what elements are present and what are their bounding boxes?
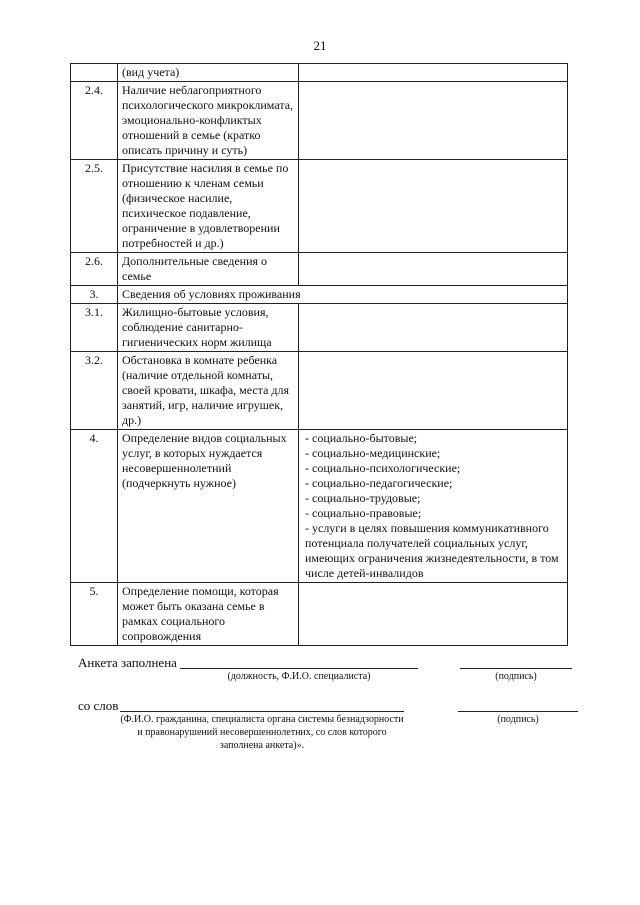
filled-label: Анкета заполнена [78, 655, 177, 670]
row-description: Определение помощи, которая может быть оказана семье в рамках социального сопровождения [118, 583, 299, 646]
signature-caption-1: (подпись) [495, 671, 537, 682]
row-number: 4. [71, 430, 118, 583]
row-number: 2.6. [71, 253, 118, 286]
section-heading: Сведения об условиях проживания [118, 286, 568, 304]
row-value-cell[interactable] [299, 253, 568, 286]
row-description: (вид учета) [118, 64, 299, 82]
row-description: Наличие неблагоприятного психологического микроклимата, эмоционально-конфликтых отношений в семье (кратко описать причину и суть) [118, 82, 299, 160]
service-option[interactable]: - социально-правовые; [305, 506, 422, 520]
table-row [71, 286, 568, 304]
filled-line[interactable] [180, 668, 418, 669]
signature-caption-2: (подпись) [497, 714, 539, 725]
service-option[interactable]: - социально-психологические; [305, 461, 461, 475]
row-value-cell[interactable] [299, 64, 568, 82]
row-number: 3.2. [71, 352, 118, 430]
table-row [71, 64, 568, 82]
filled-caption: (должность, Ф.И.О. специалиста) [227, 671, 371, 682]
table-row [71, 583, 568, 646]
row-description: Обстановка в комнате ребенка (наличие отдельной комнаты, своей кровати, шкафа, места для занятий, игр, наличие игрушек, др.) [118, 352, 299, 430]
from-line[interactable] [120, 711, 404, 712]
signature-line-1[interactable] [460, 668, 572, 669]
row-value-cell[interactable] [299, 583, 568, 646]
row-number: 2.4. [71, 82, 118, 160]
table-row [71, 82, 568, 160]
page-number: 21 [313, 38, 327, 53]
table-row [71, 160, 568, 253]
row-description: Жилищно-бытовые условия, соблюдение санитарно-гигиенических норм жилища [118, 304, 299, 352]
table-row [71, 430, 568, 583]
row-description: Дополнительные сведения о семье [118, 253, 299, 286]
from-caption: (Ф.И.О. гражданина, специалиста органа системы безнадзорности и правонарушений несовершеннолетних, со слов которого заполнена анкета)». [120, 714, 404, 751]
questionnaire-table [70, 63, 568, 646]
service-option[interactable]: - социально-медицинские; [305, 446, 441, 460]
service-option[interactable]: - социально-трудовые; [305, 491, 421, 505]
table-row [71, 253, 568, 286]
row-value-cell[interactable] [299, 352, 568, 430]
row-number: 5. [71, 583, 118, 646]
service-option[interactable]: - услуги в целях повышения коммуникативного потенциала получателей социальных услуг, имеющих ограничения жизнедеятельности, в том числе детей-инвалидов [305, 521, 559, 580]
row-value-cell[interactable] [299, 82, 568, 160]
row-number: 2.5. [71, 160, 118, 253]
row-description: Определение видов социальных услуг, в которых нуждается несовершеннолетний (подчеркнуть нужное) [118, 430, 299, 583]
table-row [71, 304, 568, 352]
row-number: 3. [71, 286, 118, 304]
service-option[interactable]: - социально-бытовые; [305, 431, 418, 445]
row-value-cell[interactable] [299, 160, 568, 253]
table-row [71, 352, 568, 430]
row-value-cell[interactable] [299, 430, 568, 583]
row-description: Присутствие насилия в семье по отношению к членам семьи (физическое насилие, психическое подавление, ограничение в удовлетворении потребностей и др.) [118, 160, 299, 253]
row-number: 3.1. [71, 304, 118, 352]
row-value-cell[interactable] [299, 304, 568, 352]
signature-line-2[interactable] [458, 711, 578, 712]
from-label: со слов [78, 698, 119, 713]
service-option[interactable]: - социально-педагогические; [305, 476, 453, 490]
row-number [71, 64, 118, 82]
